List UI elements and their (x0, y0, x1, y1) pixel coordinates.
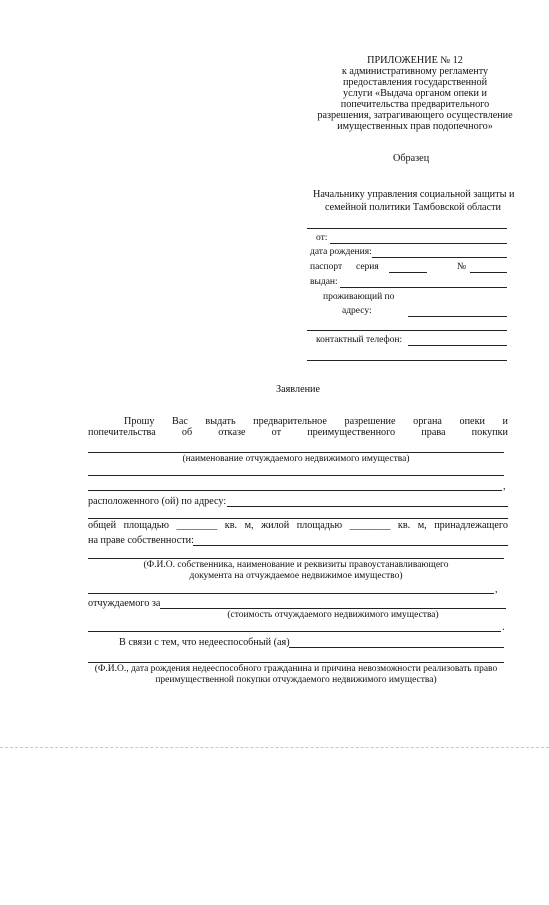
word: выдать (205, 416, 236, 427)
birth-date-label: дата рождения: (310, 247, 372, 257)
caption-cost: (стоимость отчуждаемого недвижимого имущества) (227, 610, 439, 620)
living-area-field[interactable]: ________ (349, 520, 391, 531)
issued-label: выдан: (310, 277, 338, 287)
word: м, (244, 520, 254, 531)
word: площадью (123, 520, 170, 531)
caption-owner-2: документа на отчуждаемое недвижимое имущество) (189, 571, 403, 581)
property-field-2[interactable] (88, 475, 504, 476)
addressee-line-1: Начальнику управления социальной защиты и (313, 189, 515, 200)
cost-field[interactable] (160, 608, 506, 609)
appendix-line: к административному регламенту (341, 66, 489, 77)
ownership-label: на праве собственности: (88, 535, 194, 546)
cost-field-2[interactable] (88, 631, 501, 632)
number-field[interactable] (470, 272, 507, 273)
sample-label: Образец (393, 153, 430, 164)
appendix-line: услуги «Выдача органом опеки и (343, 88, 487, 99)
word: принадлежащего (434, 520, 508, 531)
area-line (88, 521, 508, 531)
word: предварительное (253, 416, 327, 427)
appendix-line: имущественных прав подопечного» (337, 121, 493, 132)
incapable-field-2[interactable] (88, 662, 504, 663)
word: кв. (224, 520, 238, 531)
birth-date-field[interactable] (372, 257, 507, 258)
statement-title: Заявление (276, 384, 321, 395)
property-field-3[interactable] (88, 490, 502, 491)
word: об (181, 427, 193, 438)
phone-label: контактный телефон: (316, 335, 403, 345)
appendix-line: разрешения, затрагивающего осуществление (317, 110, 513, 121)
caption-incapable-2: преимущественной покупки отчуждаемого недвижимого имущества) (155, 675, 437, 685)
incapable-label: В связи с тем, что недееспособный (ая) (119, 637, 290, 648)
word: Вас (172, 416, 188, 427)
word: площадью (296, 520, 343, 531)
addressee-line-2: семейной политики Тамбовской области (325, 202, 501, 213)
located-field[interactable] (227, 506, 508, 507)
word: от (271, 427, 282, 438)
word: покупки (471, 427, 508, 438)
word: жилой (261, 520, 290, 531)
address-field-2[interactable] (307, 330, 507, 331)
number-label: № (457, 262, 467, 272)
caption-property: (наименование отчуждаемого недвижимого имущества) (182, 454, 410, 464)
alienated-label: отчуждаемого за (88, 598, 161, 609)
word: общей (88, 520, 117, 531)
word: права (421, 427, 446, 438)
comma: , (495, 584, 498, 595)
word: отказе (218, 427, 246, 438)
word: опеки (459, 416, 485, 427)
total-area-field[interactable]: ________ (176, 520, 218, 531)
appendix-line: попечительства предварительного (340, 99, 490, 110)
word: Прошу (124, 416, 155, 427)
request-line-1 (124, 417, 508, 427)
comma: , (503, 481, 506, 492)
owner-field[interactable] (88, 558, 504, 559)
scan-edge-line (0, 747, 549, 748)
address-label: адресу: (342, 306, 372, 316)
address-field[interactable] (408, 316, 507, 317)
field-line[interactable] (307, 228, 507, 229)
phone-field[interactable] (408, 345, 507, 346)
word: попечительства (88, 427, 156, 438)
residing-label: проживающий по (323, 292, 395, 302)
ownership-field[interactable] (193, 545, 508, 546)
word: преимущественного (307, 427, 396, 438)
word: кв. (397, 520, 411, 531)
phone-field-2[interactable] (307, 360, 507, 361)
word: органа (413, 416, 442, 427)
from-label: от: (316, 233, 328, 243)
property-field[interactable] (88, 452, 504, 453)
request-line-2 (88, 428, 508, 438)
incapable-field[interactable] (289, 647, 504, 648)
owner-field-2[interactable] (88, 593, 494, 594)
series-label: серия (356, 262, 379, 272)
appendix-line: предоставления государственной (342, 77, 488, 88)
located-field-2[interactable] (88, 518, 508, 519)
appendix-title: ПРИЛОЖЕНИЕ № 12 (367, 55, 463, 66)
series-field[interactable] (389, 272, 427, 273)
word: м, (417, 520, 427, 531)
issued-field[interactable] (340, 287, 507, 288)
located-label: расположенного (ой) по адресу: (88, 496, 227, 507)
passport-label: паспорт (310, 262, 343, 272)
word: и (502, 416, 508, 427)
caption-owner-1: (Ф.И.О. собственника, наименование и реквизиты правоустанавливающего (143, 560, 449, 570)
from-field[interactable] (330, 243, 507, 244)
period: . (502, 622, 505, 633)
caption-incapable-1: (Ф.И.О., дата рождения недееспособного гражданина и причина невозможности реализовать право (94, 664, 498, 674)
word: разрешение (344, 416, 396, 427)
